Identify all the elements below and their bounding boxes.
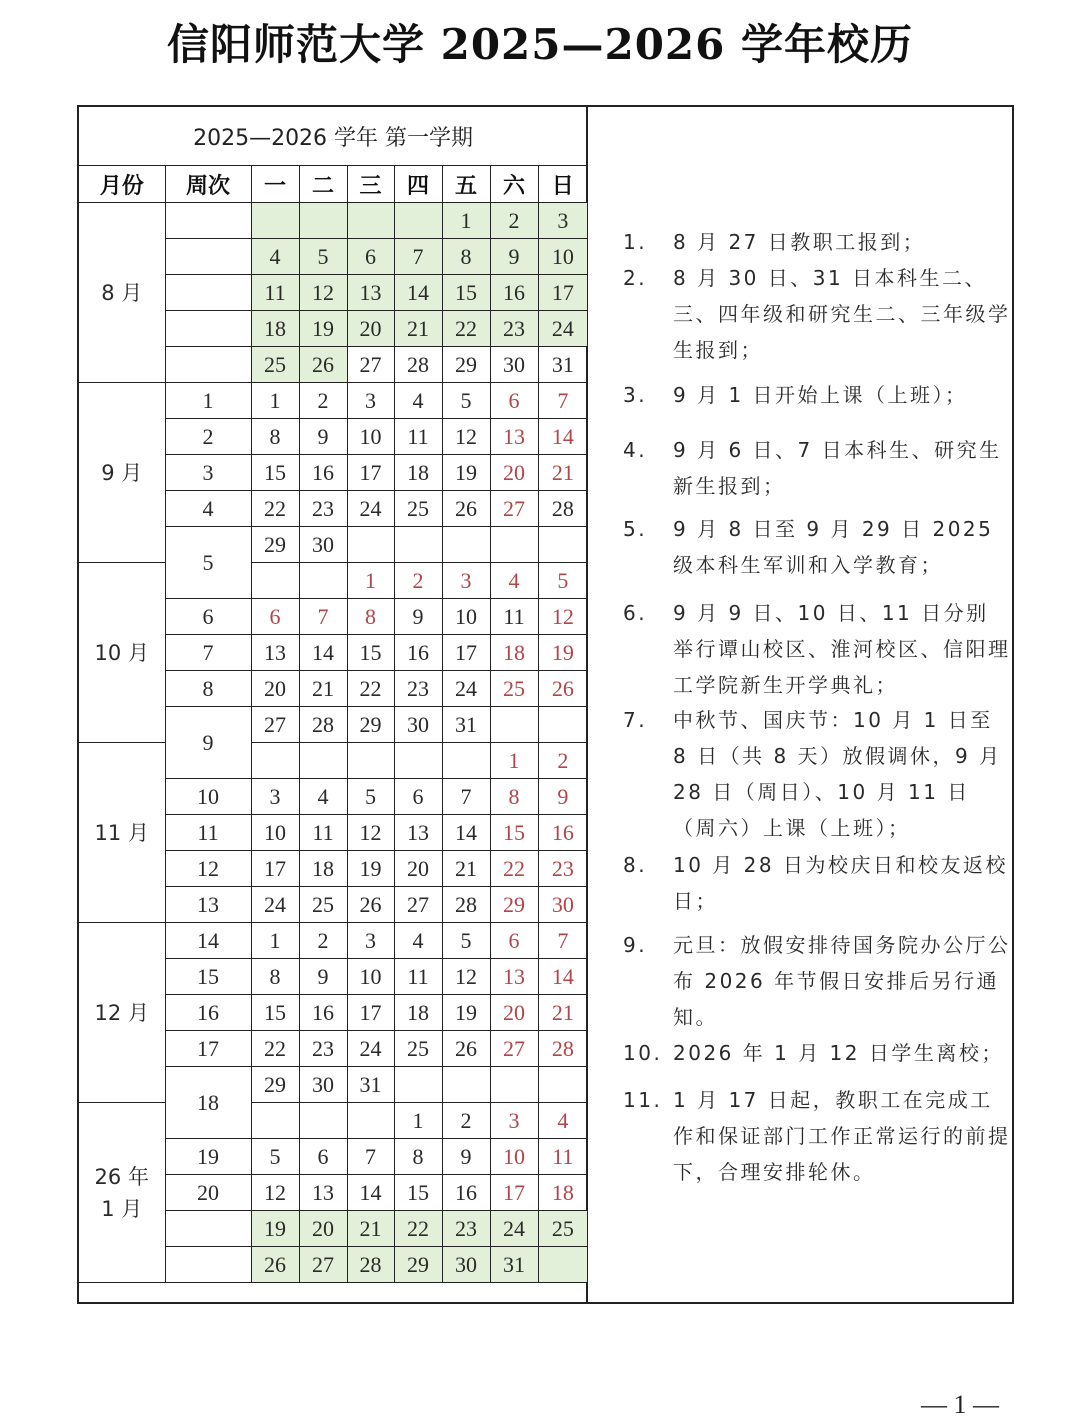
day-cell: 9 <box>538 779 587 815</box>
day-cell: 14 <box>299 635 347 671</box>
day-cell <box>394 1067 442 1103</box>
day-cell: 23 <box>490 311 538 347</box>
day-cell <box>394 203 442 239</box>
day-cell <box>299 563 347 599</box>
day-cell: 24 <box>490 1211 538 1247</box>
day-cell: 6 <box>490 383 538 419</box>
day-cell: 17 <box>347 455 394 491</box>
day-cell: 4 <box>251 239 299 275</box>
header-weekday: 五 <box>442 166 490 203</box>
week-number <box>165 311 251 347</box>
week-number: 8 <box>165 671 251 707</box>
day-cell: 25 <box>490 671 538 707</box>
day-cell: 23 <box>538 851 587 887</box>
day-cell: 27 <box>490 1031 538 1067</box>
note-number: 11. <box>623 1088 663 1112</box>
day-cell <box>538 1067 587 1103</box>
day-cell: 5 <box>251 1139 299 1175</box>
day-cell: 4 <box>490 563 538 599</box>
day-cell: 15 <box>251 455 299 491</box>
day-cell: 24 <box>538 311 587 347</box>
calendar-table <box>79 107 587 1283</box>
day-cell: 9 <box>299 959 347 995</box>
day-cell: 2 <box>442 1103 490 1139</box>
calendar-row <box>79 923 587 959</box>
day-cell: 5 <box>347 779 394 815</box>
note-item <box>623 702 1011 846</box>
week-number: 11 <box>165 815 251 851</box>
day-cell <box>347 527 394 563</box>
day-cell: 12 <box>442 959 490 995</box>
day-cell: 18 <box>251 311 299 347</box>
day-cell: 3 <box>442 563 490 599</box>
note-text: 元旦：放假安排待国务院办公厅公布 2026 年节假日安排后另行通知。 <box>673 933 1011 1029</box>
day-cell: 29 <box>251 1067 299 1103</box>
day-cell: 22 <box>251 1031 299 1067</box>
day-cell: 27 <box>394 887 442 923</box>
day-cell <box>442 1067 490 1103</box>
day-cell: 11 <box>490 599 538 635</box>
day-cell: 5 <box>442 383 490 419</box>
day-cell: 31 <box>442 707 490 743</box>
note-item <box>623 224 1011 260</box>
day-cell: 3 <box>347 383 394 419</box>
day-cell: 13 <box>490 419 538 455</box>
day-cell: 8 <box>394 1139 442 1175</box>
day-cell: 11 <box>538 1139 587 1175</box>
week-number: 17 <box>165 1031 251 1067</box>
day-cell: 15 <box>490 815 538 851</box>
day-cell: 1 <box>394 1103 442 1139</box>
note-number: 8. <box>623 853 648 877</box>
month-label: 9 月 <box>79 383 165 563</box>
day-cell: 16 <box>442 1175 490 1211</box>
day-cell: 22 <box>442 311 490 347</box>
day-cell: 21 <box>347 1211 394 1247</box>
week-number <box>165 203 251 239</box>
day-cell: 16 <box>299 995 347 1031</box>
header-month: 月份 <box>79 166 165 203</box>
note-text: 2026 年 1 月 12 日学生离校； <box>673 1041 1004 1065</box>
day-cell: 23 <box>299 491 347 527</box>
day-cell: 7 <box>538 383 587 419</box>
note-item <box>623 260 1011 368</box>
day-cell: 9 <box>394 599 442 635</box>
header-weekday: 一 <box>251 166 299 203</box>
week-number: 14 <box>165 923 251 959</box>
note-number: 2. <box>623 266 648 290</box>
day-cell: 1 <box>251 923 299 959</box>
day-cell: 18 <box>299 851 347 887</box>
day-cell: 17 <box>251 851 299 887</box>
day-cell: 18 <box>538 1175 587 1211</box>
note-number: 1. <box>623 230 648 254</box>
day-cell: 9 <box>299 419 347 455</box>
day-cell: 8 <box>490 779 538 815</box>
week-number: 16 <box>165 995 251 1031</box>
day-cell: 16 <box>538 815 587 851</box>
note-text: 9 月 9 日、10 日、11 日分别举行谭山校区、淮河校区、信阳理工学院新生开学典礼； <box>673 601 1011 697</box>
day-cell: 25 <box>394 1031 442 1067</box>
day-cell: 31 <box>347 1067 394 1103</box>
week-number: 3 <box>165 455 251 491</box>
calendar-row <box>79 1103 587 1139</box>
month-label: 8 月 <box>79 203 165 383</box>
day-cell <box>442 527 490 563</box>
notes-panel <box>589 107 1012 1302</box>
note-number: 5. <box>623 517 648 541</box>
note-number: 3. <box>623 383 648 407</box>
day-cell: 27 <box>490 491 538 527</box>
day-cell: 3 <box>538 203 587 239</box>
day-cell: 31 <box>538 347 587 383</box>
day-cell: 29 <box>442 347 490 383</box>
day-cell: 23 <box>394 671 442 707</box>
day-cell: 7 <box>538 923 587 959</box>
day-cell: 30 <box>490 347 538 383</box>
day-cell: 12 <box>299 275 347 311</box>
note-item <box>623 595 1011 703</box>
day-cell: 29 <box>490 887 538 923</box>
day-cell: 4 <box>394 383 442 419</box>
day-cell: 26 <box>442 1031 490 1067</box>
day-cell: 22 <box>347 671 394 707</box>
day-cell: 1 <box>490 743 538 779</box>
day-cell: 13 <box>347 275 394 311</box>
day-cell: 15 <box>347 635 394 671</box>
week-number: 6 <box>165 599 251 635</box>
day-cell: 28 <box>442 887 490 923</box>
day-cell: 30 <box>538 887 587 923</box>
day-cell: 25 <box>251 347 299 383</box>
day-cell: 18 <box>394 455 442 491</box>
day-cell <box>490 527 538 563</box>
day-cell: 2 <box>538 743 587 779</box>
day-cell <box>394 743 442 779</box>
day-cell: 28 <box>347 1247 394 1283</box>
note-item <box>623 1082 1011 1190</box>
note-item <box>623 377 1011 413</box>
day-cell: 7 <box>299 599 347 635</box>
day-cell: 19 <box>251 1211 299 1247</box>
day-cell: 3 <box>251 779 299 815</box>
day-cell: 19 <box>442 455 490 491</box>
day-cell: 5 <box>442 923 490 959</box>
day-cell: 18 <box>394 995 442 1031</box>
day-cell: 15 <box>251 995 299 1031</box>
calendar-row <box>79 383 587 419</box>
day-cell: 10 <box>347 419 394 455</box>
note-item <box>623 847 1011 919</box>
calendar-row <box>79 563 587 599</box>
day-cell: 25 <box>538 1211 587 1247</box>
day-cell: 25 <box>394 491 442 527</box>
calendar-row <box>79 743 587 779</box>
day-cell: 6 <box>394 779 442 815</box>
note-text: 10 月 28 日为校庆日和校友返校日； <box>673 853 1008 913</box>
day-cell: 10 <box>347 959 394 995</box>
weekday-header-row <box>79 166 587 203</box>
day-cell: 16 <box>490 275 538 311</box>
header-week: 周次 <box>165 166 251 203</box>
day-cell: 19 <box>538 635 587 671</box>
day-cell: 30 <box>299 1067 347 1103</box>
day-cell: 20 <box>490 995 538 1031</box>
day-cell: 8 <box>251 419 299 455</box>
day-cell: 21 <box>394 311 442 347</box>
day-cell <box>442 743 490 779</box>
day-cell: 13 <box>490 959 538 995</box>
day-cell: 28 <box>299 707 347 743</box>
day-cell: 30 <box>442 1247 490 1283</box>
day-cell <box>538 527 587 563</box>
day-cell <box>251 1103 299 1139</box>
day-cell: 9 <box>442 1139 490 1175</box>
day-cell: 26 <box>299 347 347 383</box>
day-cell: 23 <box>442 1211 490 1247</box>
note-number: 4. <box>623 438 648 462</box>
day-cell: 16 <box>299 455 347 491</box>
month-label: 26 年 1 月 <box>79 1103 165 1283</box>
day-cell: 24 <box>347 491 394 527</box>
day-cell: 28 <box>538 1031 587 1067</box>
day-cell: 20 <box>490 455 538 491</box>
week-number: 18 <box>165 1067 251 1139</box>
day-cell: 1 <box>442 203 490 239</box>
note-item <box>623 1035 1011 1071</box>
day-cell: 12 <box>442 419 490 455</box>
day-cell: 17 <box>538 275 587 311</box>
day-cell <box>347 1103 394 1139</box>
month-label: 10 月 <box>79 563 165 743</box>
day-cell: 11 <box>299 815 347 851</box>
calendar-table-panel <box>79 107 588 1302</box>
header-weekday: 日 <box>538 166 587 203</box>
day-cell <box>299 1103 347 1139</box>
calendar-row <box>79 203 587 239</box>
day-cell: 12 <box>347 815 394 851</box>
day-cell: 10 <box>442 599 490 635</box>
week-number <box>165 239 251 275</box>
day-cell: 12 <box>251 1175 299 1211</box>
day-cell: 13 <box>251 635 299 671</box>
week-number: 7 <box>165 635 251 671</box>
day-cell: 19 <box>347 851 394 887</box>
day-cell: 1 <box>251 383 299 419</box>
day-cell: 20 <box>299 1211 347 1247</box>
day-cell: 29 <box>251 527 299 563</box>
note-item <box>623 927 1011 1035</box>
day-cell <box>251 203 299 239</box>
day-cell: 13 <box>394 815 442 851</box>
day-cell: 24 <box>442 671 490 707</box>
note-number: 9. <box>623 933 648 957</box>
day-cell: 15 <box>442 275 490 311</box>
day-cell: 1 <box>347 563 394 599</box>
week-number: 15 <box>165 959 251 995</box>
day-cell: 28 <box>394 347 442 383</box>
note-number: 6. <box>623 601 648 625</box>
note-text: 中秋节、国庆节：10 月 1 日至 8 日（共 8 天）放假调休，9 月 28 日（周日）、10 月 11 日（周六）上课（上班）； <box>673 708 1002 840</box>
day-cell <box>299 743 347 779</box>
day-cell: 26 <box>538 671 587 707</box>
day-cell: 6 <box>347 239 394 275</box>
week-number: 2 <box>165 419 251 455</box>
day-cell: 14 <box>394 275 442 311</box>
day-cell <box>538 1247 587 1283</box>
day-cell: 18 <box>490 635 538 671</box>
day-cell: 14 <box>538 419 587 455</box>
week-number <box>165 275 251 311</box>
week-number: 13 <box>165 887 251 923</box>
day-cell: 10 <box>538 239 587 275</box>
day-cell: 4 <box>299 779 347 815</box>
day-cell: 17 <box>347 995 394 1031</box>
day-cell: 9 <box>490 239 538 275</box>
day-cell: 27 <box>299 1247 347 1283</box>
day-cell: 30 <box>394 707 442 743</box>
week-number: 20 <box>165 1175 251 1211</box>
day-cell: 5 <box>538 563 587 599</box>
day-cell: 19 <box>299 311 347 347</box>
day-cell: 23 <box>299 1031 347 1067</box>
page-number: — 1 — <box>921 1390 999 1419</box>
day-cell: 30 <box>299 527 347 563</box>
day-cell: 14 <box>538 959 587 995</box>
week-number <box>165 1247 251 1283</box>
term-title: 2025—2026 学年 第一学期 <box>79 107 587 166</box>
week-number: 19 <box>165 1139 251 1175</box>
day-cell: 2 <box>299 923 347 959</box>
note-number: 10. <box>623 1041 663 1065</box>
day-cell: 21 <box>299 671 347 707</box>
note-text: 8 月 27 日教职工报到； <box>673 230 926 254</box>
note-text: 1 月 17 日起，教职工在完成工作和保证部门工作正常运行的前提下，合理安排轮休。 <box>673 1088 1011 1184</box>
day-cell: 22 <box>251 491 299 527</box>
day-cell: 26 <box>442 491 490 527</box>
day-cell: 26 <box>251 1247 299 1283</box>
day-cell <box>251 563 299 599</box>
day-cell: 2 <box>299 383 347 419</box>
note-item <box>623 432 1011 504</box>
day-cell: 28 <box>538 491 587 527</box>
day-cell: 20 <box>251 671 299 707</box>
week-number: 9 <box>165 707 251 779</box>
week-number <box>165 1211 251 1247</box>
header-weekday: 三 <box>347 166 394 203</box>
day-cell <box>490 1067 538 1103</box>
day-cell: 22 <box>490 851 538 887</box>
day-cell: 25 <box>299 887 347 923</box>
day-cell: 7 <box>442 779 490 815</box>
document-title: 信阳师范大学 2025—2026 学年校历 <box>166 20 914 69</box>
day-cell: 3 <box>490 1103 538 1139</box>
day-cell <box>251 743 299 779</box>
day-cell: 20 <box>394 851 442 887</box>
day-cell: 27 <box>347 347 394 383</box>
day-cell: 16 <box>394 635 442 671</box>
day-cell: 3 <box>347 923 394 959</box>
day-cell: 4 <box>538 1103 587 1139</box>
day-cell: 27 <box>251 707 299 743</box>
day-cell: 11 <box>394 959 442 995</box>
header-weekday: 六 <box>490 166 538 203</box>
day-cell: 7 <box>394 239 442 275</box>
day-cell: 6 <box>251 599 299 635</box>
note-text: 9 月 1 日开始上课（上班）； <box>673 383 968 407</box>
day-cell: 12 <box>538 599 587 635</box>
week-number <box>165 347 251 383</box>
calendar-frame <box>77 105 1014 1304</box>
day-cell: 31 <box>490 1247 538 1283</box>
day-cell: 11 <box>394 419 442 455</box>
day-cell <box>538 707 587 743</box>
day-cell: 24 <box>251 887 299 923</box>
day-cell: 22 <box>394 1211 442 1247</box>
day-cell: 8 <box>347 599 394 635</box>
day-cell: 29 <box>394 1247 442 1283</box>
day-cell: 10 <box>490 1139 538 1175</box>
day-cell: 15 <box>394 1175 442 1211</box>
week-number: 5 <box>165 527 251 599</box>
month-label: 12 月 <box>79 923 165 1103</box>
day-cell: 4 <box>394 923 442 959</box>
day-cell: 8 <box>251 959 299 995</box>
week-number: 4 <box>165 491 251 527</box>
day-cell: 7 <box>347 1139 394 1175</box>
day-cell: 29 <box>347 707 394 743</box>
month-label: 11 月 <box>79 743 165 923</box>
day-cell <box>299 203 347 239</box>
day-cell: 11 <box>251 275 299 311</box>
day-cell: 20 <box>347 311 394 347</box>
day-cell: 6 <box>299 1139 347 1175</box>
day-cell: 24 <box>347 1031 394 1067</box>
header-weekday: 二 <box>299 166 347 203</box>
day-cell <box>490 707 538 743</box>
note-item <box>623 511 1011 583</box>
day-cell: 14 <box>347 1175 394 1211</box>
day-cell: 8 <box>442 239 490 275</box>
day-cell: 2 <box>490 203 538 239</box>
day-cell: 10 <box>251 815 299 851</box>
day-cell <box>347 203 394 239</box>
day-cell: 21 <box>442 851 490 887</box>
day-cell: 2 <box>394 563 442 599</box>
day-cell: 5 <box>299 239 347 275</box>
week-number: 10 <box>165 779 251 815</box>
day-cell <box>394 527 442 563</box>
day-cell: 6 <box>490 923 538 959</box>
note-text: 9 月 8 日至 9 月 29 日 2025 级本科生军训和入学教育； <box>673 517 994 577</box>
note-number: 7. <box>623 708 648 732</box>
note-text: 9 月 6 日、7 日本科生、研究生新生报到； <box>673 438 1002 498</box>
day-cell: 21 <box>538 455 587 491</box>
day-cell: 17 <box>442 635 490 671</box>
day-cell: 21 <box>538 995 587 1031</box>
day-cell: 17 <box>490 1175 538 1211</box>
day-cell: 26 <box>347 887 394 923</box>
day-cell: 13 <box>299 1175 347 1211</box>
day-cell: 14 <box>442 815 490 851</box>
note-text: 8 月 30 日、31 日本科生二、三、四年级和研究生二、三年级学生报到； <box>673 266 1011 362</box>
week-number: 1 <box>165 383 251 419</box>
day-cell: 19 <box>442 995 490 1031</box>
week-number: 12 <box>165 851 251 887</box>
header-weekday: 四 <box>394 166 442 203</box>
day-cell <box>347 743 394 779</box>
